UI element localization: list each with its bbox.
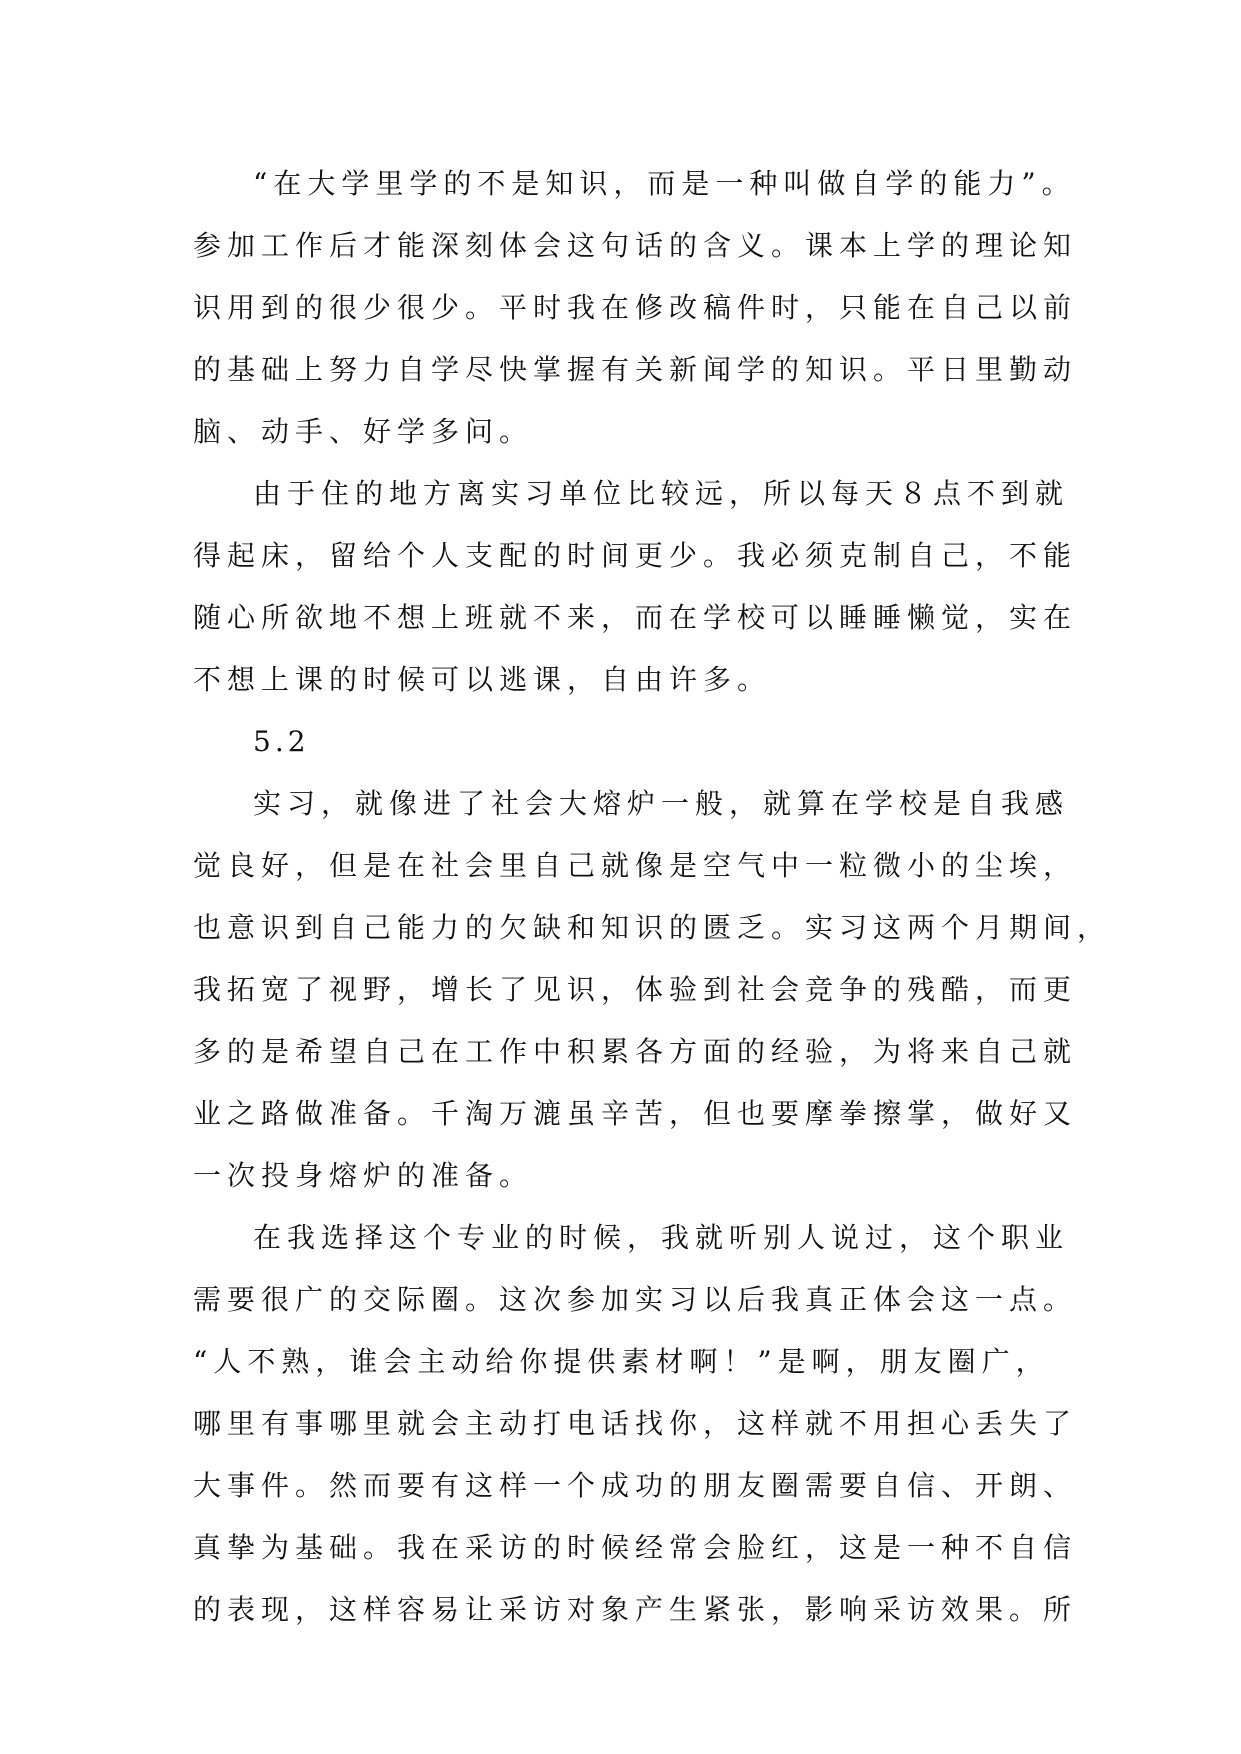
text-line: 需要很广的交际圈。这次参加实习以后我真正体会这一点。	[193, 1283, 1078, 1316]
text-line: 脑、动手、好学多问。	[193, 415, 534, 448]
text-line: 得起床，留给个人支配的时间更少。我必须克制自己，不能	[193, 539, 1078, 572]
section-number: 5.2	[253, 725, 310, 758]
text-line: 一次投身熔炉的准备。	[193, 1159, 534, 1192]
text-line: 由于住的地方离实习单位比较远，所以每天８点不到就	[253, 477, 1070, 510]
text-line: 识用到的很少很少。平时我在修改稿件时，只能在自己以前	[193, 291, 1078, 324]
text-line: 哪里有事哪里就会主动打电话找你，这样就不用担心丢失了	[193, 1407, 1078, 1440]
text-line: 随心所欲地不想上班就不来，而在学校可以睡睡懒觉，实在	[193, 601, 1078, 634]
text-line: 真挚为基础。我在采访的时候经常会脸红，这是一种不自信	[193, 1531, 1078, 1564]
text-line: 的表现，这样容易让采访对象产生紧张，影响采访效果。所	[193, 1593, 1078, 1626]
text-line: 我拓宽了视野，增长了见识，体验到社会竞争的残酷，而更	[193, 973, 1078, 1006]
text-line: 实习，就像进了社会大熔炉一般，就算在学校是自我感	[253, 787, 1070, 820]
text-line: 多的是希望自己在工作中积累各方面的经验，为将来自己就	[193, 1035, 1078, 1068]
text-line: 在我选择这个专业的时候，我就听别人说过，这个职业	[253, 1221, 1070, 1254]
text-line: “人不熟，谁会主动给你提供素材啊！”是啊，朋友圈广，	[193, 1345, 1050, 1378]
text-line: 觉良好，但是在社会里自己就像是空气中一粒微小的尘埃，	[193, 849, 1078, 882]
text-line: 大事件。然而要有这样一个成功的朋友圈需要自信、开朗、	[193, 1469, 1078, 1502]
text-line: 也意识到自己能力的欠缺和知识的匮乏。实习这两个月期间，	[193, 911, 1112, 944]
text-line: 业之路做准备。千淘万漉虽辛苦，但也要摩拳擦掌，做好又	[193, 1097, 1078, 1130]
text-line: “在大学里学的不是知识，而是一种叫做自学的能力”。	[253, 167, 1076, 200]
text-line: 不想上课的时候可以逃课，自由许多。	[193, 663, 772, 696]
text-line: 参加工作后才能深刻体会这句话的含义。课本上学的理论知	[193, 229, 1078, 262]
text-line: 的基础上努力自学尽快掌握有关新闻学的知识。平日里勤动	[193, 353, 1078, 386]
